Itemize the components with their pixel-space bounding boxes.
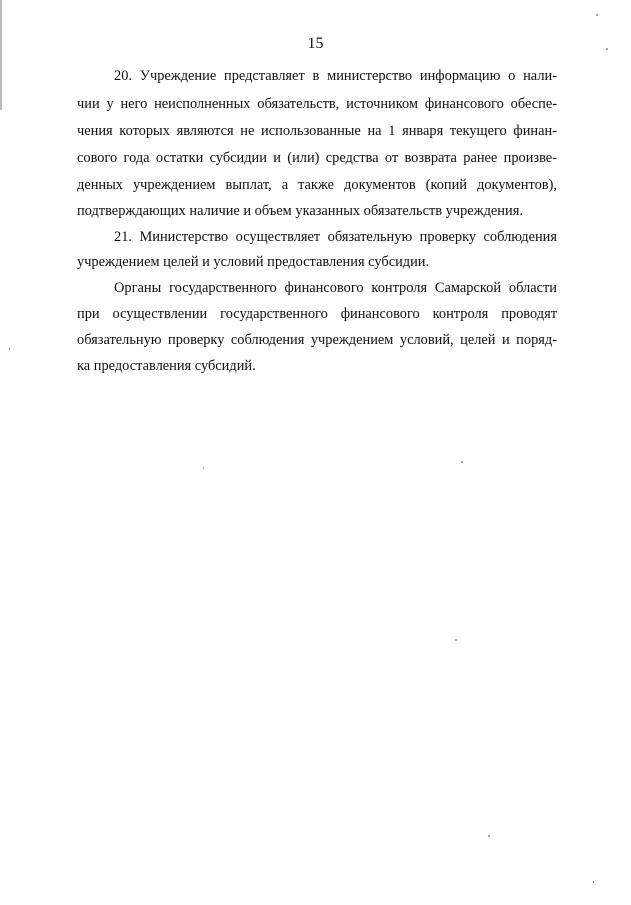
- paragraph-line: денных учреждением выплат, а также документов (копий документов),: [77, 177, 557, 193]
- page-number: 15: [307, 35, 324, 52]
- paragraph-line: чии у него неисполненных обязательств, источником финансового обеспе-: [77, 96, 557, 112]
- paragraph-line: ка предоставления субсидий.: [77, 358, 256, 374]
- paragraph-line: учреждением целей и условий предоставления субсидии.: [77, 254, 430, 270]
- paragraph-line: 20. Учреждение представляет в министерство информацию о нали-: [114, 68, 557, 84]
- scan-speck: [488, 835, 490, 837]
- paragraph-line: обязательную проверку соблюдения учреждением условий, целей и поряд-: [77, 332, 557, 348]
- paragraph-line: при осуществлении государственного финансового контроля проводят: [77, 306, 557, 322]
- scan-edge-mark: [0, 0, 2, 110]
- scan-speck: [461, 461, 463, 463]
- scan-speck: [455, 639, 457, 641]
- paragraph-line: сового года остатки субсидии и (или) средства от возврата ранее произве-: [77, 150, 557, 166]
- scan-speck: [596, 14, 598, 16]
- paragraph-line: Органы государственного финансового контроля Самарской области: [114, 280, 557, 296]
- paragraph-line: подтверждающих наличие и объем указанных обязательств учреждения.: [77, 203, 523, 219]
- scan-speck: [606, 48, 608, 50]
- scan-speck: [9, 348, 10, 350]
- scan-speck: [593, 881, 594, 883]
- scan-speck: [203, 467, 204, 469]
- paragraph-line: 21. Министерство осуществляет обязательную проверку соблюдения: [114, 229, 557, 245]
- paragraph-line: чения которых являются не использованные на 1 января текущего финан-: [77, 123, 557, 139]
